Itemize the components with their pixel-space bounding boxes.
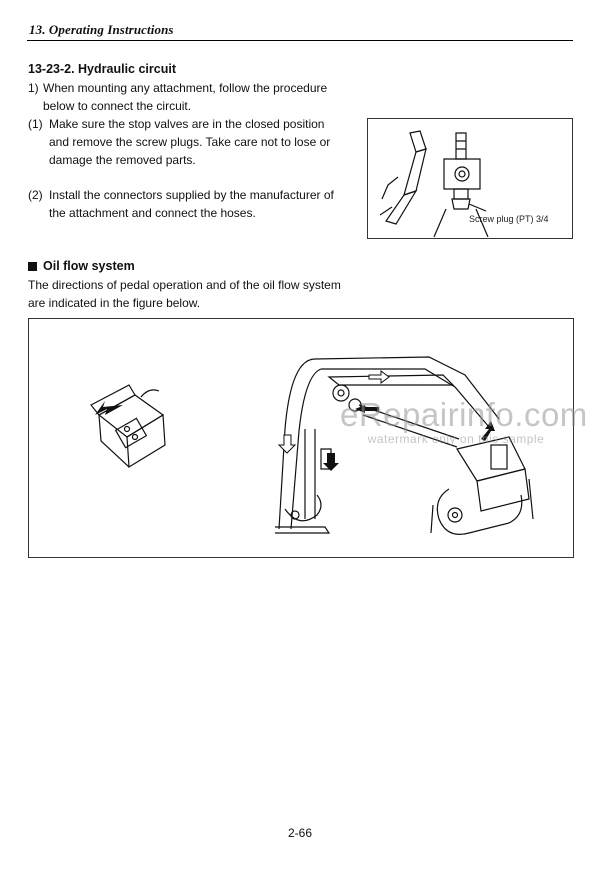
screw-plug-caption: Screw plug (PT) 3/4	[469, 214, 549, 224]
step-1-line-3: damage the removed parts.	[49, 153, 196, 167]
watermark-line-2: watermark only on this sample	[367, 432, 545, 446]
intro-paragraph	[28, 79, 335, 115]
watermark	[340, 396, 588, 446]
page-number: 2-66	[287, 826, 313, 840]
intro-line-1: When mounting any attachment, follow the procedure	[43, 81, 328, 95]
stop-valve-figure	[367, 118, 573, 239]
step-1-number: (1)	[28, 117, 43, 131]
oil-flow-line-2: are indicated in the figure below.	[28, 296, 201, 310]
oil-flow-heading-text: Oil flow system	[43, 259, 135, 273]
right-outline-arrow-icon	[369, 371, 389, 383]
header-title: 13. Operating Instructions	[29, 22, 174, 37]
step-2-number: (2)	[28, 188, 43, 202]
intro-number: 1)	[28, 81, 39, 95]
oil-flow-line-1: The directions of pedal operation and of the oil flow system	[28, 278, 341, 292]
step-2-line-1: Install the connectors supplied by the manufacturer of	[49, 188, 334, 202]
step-1-line-2: and remove the screw plugs. Take care not to lose or	[49, 135, 331, 149]
step-1	[28, 115, 335, 169]
oil-flow-heading	[28, 259, 135, 273]
page-header	[27, 20, 573, 41]
black-square-bullet-icon	[28, 262, 37, 271]
down-arrow-icon	[323, 453, 339, 471]
section-title: 13-23-2. Hydraulic circuit	[28, 62, 176, 76]
watermark-line-1: eRepairinfo.com	[340, 396, 588, 433]
intro-line-2: below to connect the circuit.	[43, 99, 192, 113]
oil-flow-paragraph	[28, 276, 358, 312]
pedal-arrow-icon	[95, 401, 123, 415]
step-2	[28, 186, 335, 222]
down-outline-arrow-icon	[279, 435, 295, 453]
step-2-line-2: the attachment and connect the hoses.	[49, 206, 256, 220]
step-1-line-1: Make sure the stop valves are in the closed position	[49, 117, 325, 131]
